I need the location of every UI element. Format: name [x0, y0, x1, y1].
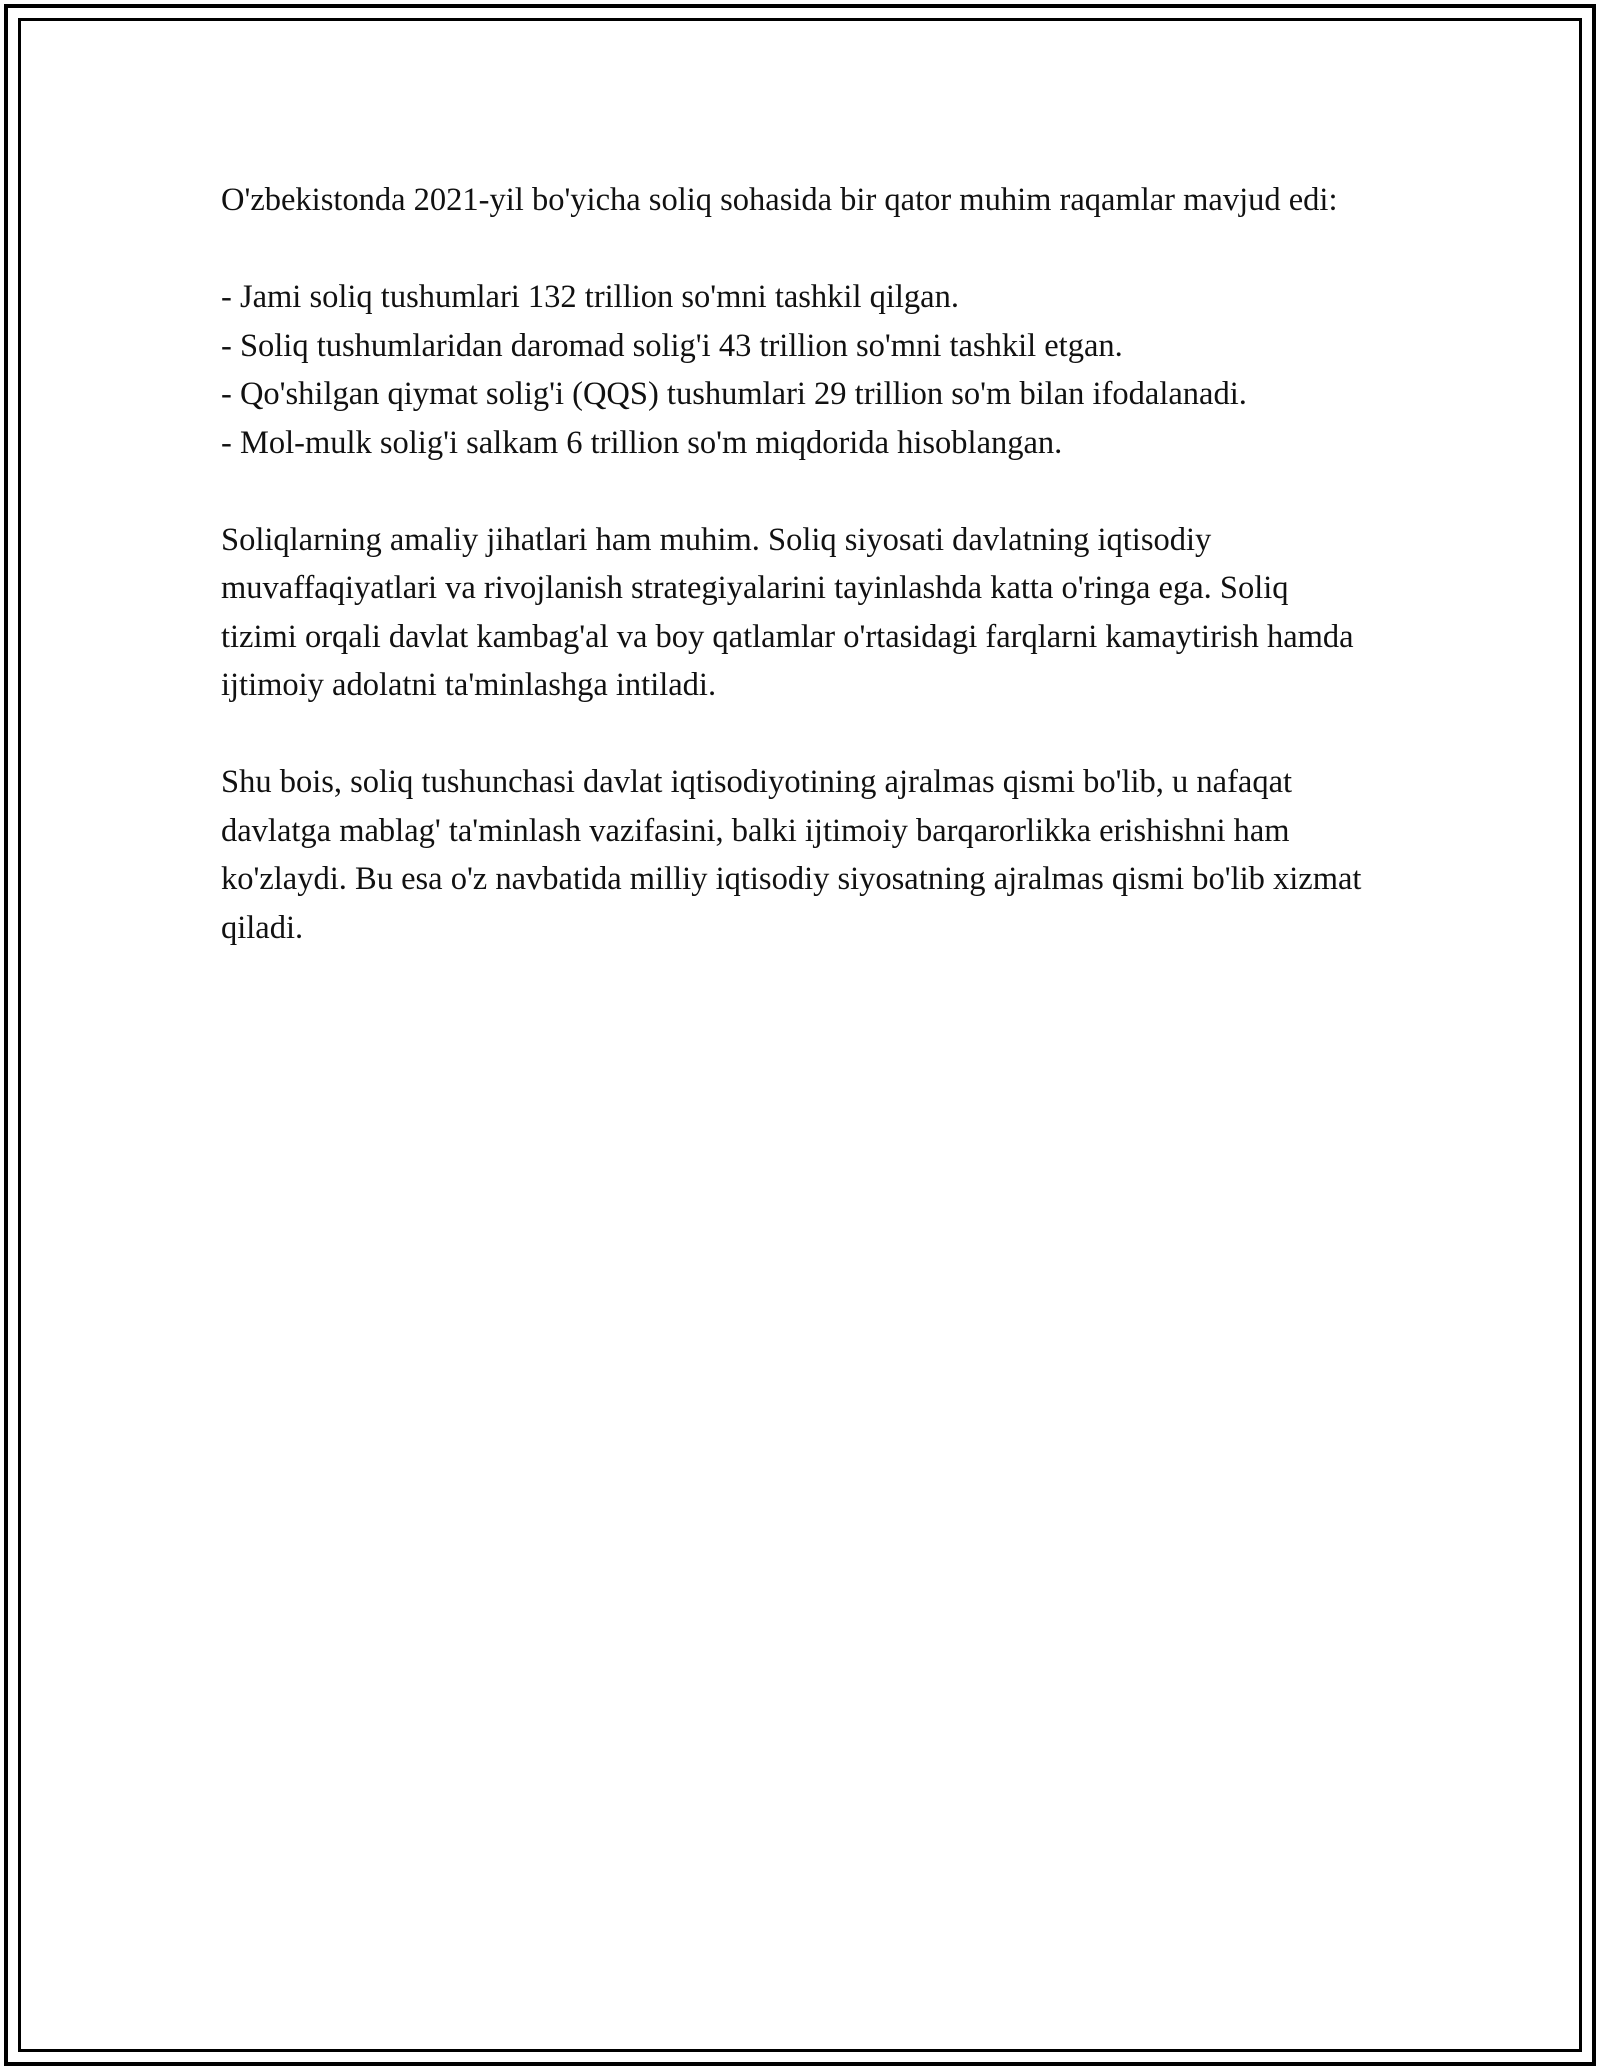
- statistics-item-income-tax: - Soliq tushumlaridan daromad solig'i 43 trillion so'mni tashkil etgan.: [221, 327, 1123, 364]
- practical-aspects-paragraph: Soliqlarning amaliy jihatlari ham muhim. Soliq siyosati davlatning iqtisodiy muvaffaqiyatlari va rivojlanish strategiyalarini tayinlashda katta o'ringa ega. Soliq tizimi orqali davlat kambag'al va boy qatlamlar o'rtasidagi farqlarni kamaytirish hamda ijtimoiy adolatni ta'minlashga intiladi.: [221, 521, 1354, 703]
- statistics-item-total-tax: - Jami soliq tushumlari 132 trillion so'mni tashkil qilgan.: [221, 279, 959, 315]
- statistics-item-vat: - Qo'shilgan qiymat solig'i (QQS) tushumlari 29 trillion so'm bilan ifodalanadi.: [221, 376, 1247, 412]
- statistics-list: [221, 273, 1371, 467]
- conclusion-paragraph: Shu bois, soliq tushunchasi davlat iqtisodiyotining ajralmas qismi bo'lib, u nafaqat davlatga mablag' ta'minlash vazifasini, balki ijtimoiy barqarorlikka erishishni ham ko'zlaydi. Bu esa o'z navbatida milliy iqtisodiy siyosatning ajralmas qismi bo'lib xizmat qiladi.: [221, 764, 1362, 946]
- intro-paragraph: O'zbekistonda 2021-yil bo'yicha soliq sohasida bir qator muhim raqamlar mavjud edi:: [221, 182, 1338, 218]
- document-body: [221, 176, 1371, 1001]
- statistics-item-property-tax: - Mol-mulk solig'i salkam 6 trillion so'm miqdorida hisoblangan.: [221, 424, 1063, 461]
